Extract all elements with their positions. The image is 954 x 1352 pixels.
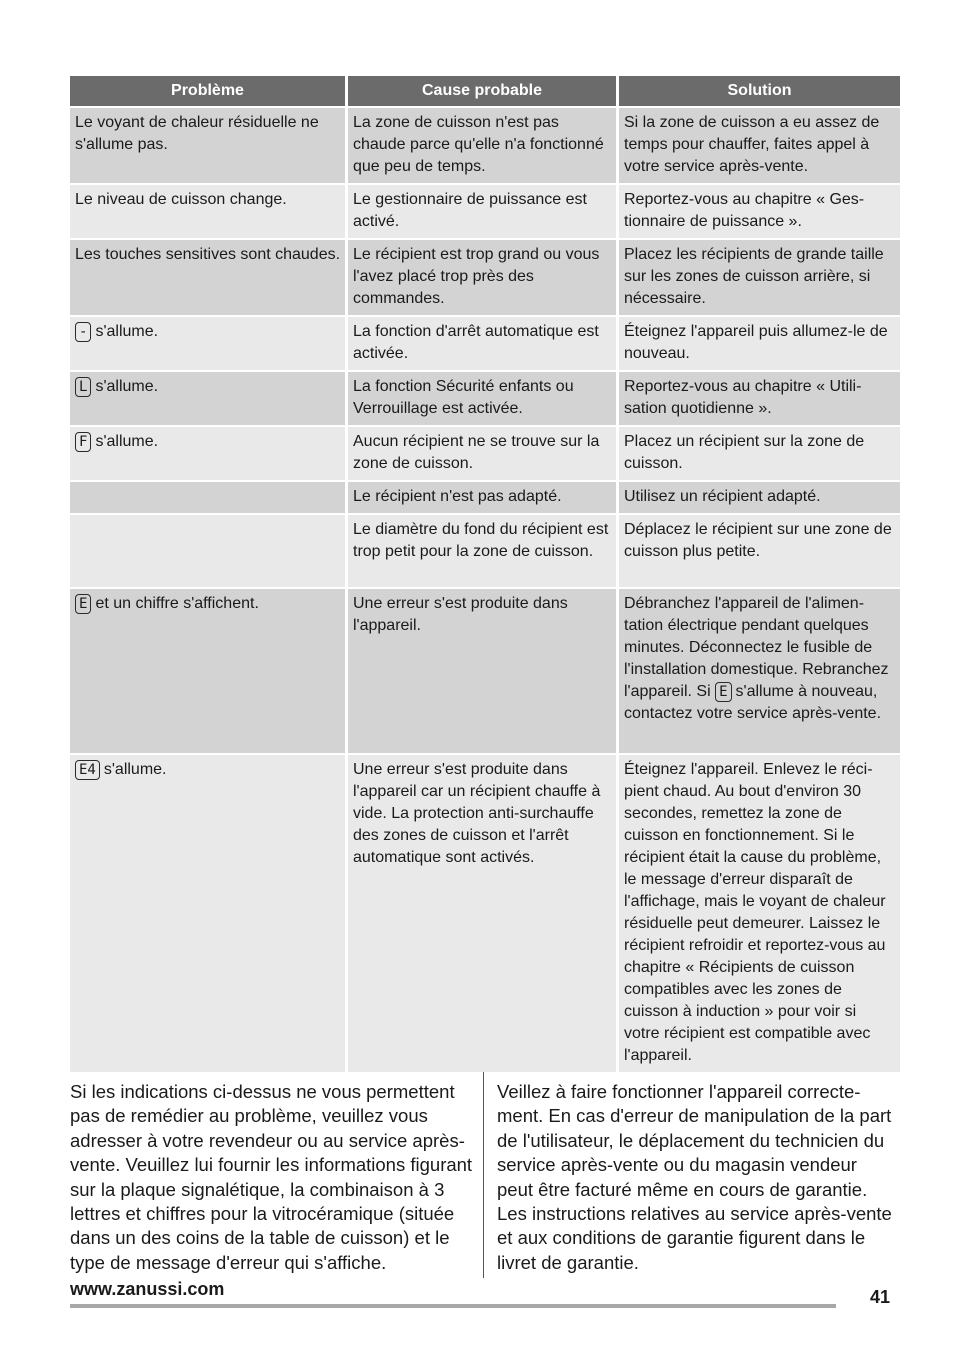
- display-symbol: L: [75, 377, 91, 397]
- problem-cell: Le niveau de cuisson change.: [70, 185, 345, 240]
- solution-cell: Si la zone de cuisson a eu assez de temps pour chauffer, faites appel à votre service après-vente.: [619, 108, 900, 185]
- display-symbol: -: [75, 322, 91, 342]
- solution-cell: Reportez-vous au chapitre « Utilisation quotidienne ».: [619, 372, 900, 427]
- solution-text: s'allume à nouveau, contactez votre service après-vente.: [624, 683, 882, 722]
- cause-cell: Le diamètre du fond du récipient est trop petit pour la zone de cuisson.: [348, 515, 616, 589]
- solution-cell: Reportez-vous au chapitre « Gestionnaire de puissance ».: [619, 185, 900, 240]
- column-divider: [483, 1072, 484, 1278]
- header-cause: Cause probable: [348, 76, 616, 108]
- footer-paragraph-right: Veillez à faire fonctionner l'appareil correctement. En cas d'erreur de manipulation de la part de l'utilisateur, le déplacement du technicien du service après-vente ou du magasin vendeur peut être facturé même en cours de garantie. Les instructions relatives au service après-vente et aux conditions de garantie figurent dans le livret de garantie.: [497, 1081, 892, 1273]
- problem-text: et un chiffre s'affichent.: [95, 595, 259, 612]
- table-row: [70, 755, 900, 1074]
- display-symbol: F: [75, 432, 91, 452]
- table-row: [70, 185, 900, 240]
- problem-text: s'allume.: [95, 378, 159, 395]
- solution-text: Débranchez l'appareil de l'alimentation électrique pendant quelques minutes. Déconnectez le fusible de l'installation domestique. Rebranchez l'appareil. Si: [624, 595, 889, 700]
- problem-cell: Le voyant de chaleur résiduelle ne s'allume pas.: [70, 108, 345, 185]
- table-row: [70, 317, 900, 372]
- problem-cell: [70, 589, 345, 755]
- table-row: [70, 589, 900, 755]
- table-row: [70, 240, 900, 317]
- cause-cell: Le gestionnaire de puissance est activé.: [348, 185, 616, 240]
- display-symbol: E: [75, 594, 91, 614]
- cause-cell: La fonction d'arrêt automatique est activée.: [348, 317, 616, 372]
- problem-text: s'allume.: [95, 323, 159, 340]
- cause-cell: Une erreur s'est produite dans l'appareil car un récipient chauffe à vide. La protection anti-surchauffe des zones de cuisson et l'arrêt automatique sont activés.: [348, 755, 616, 1074]
- problem-cell: [70, 482, 345, 515]
- solution-cell: Utilisez un récipient adapté.: [619, 482, 900, 515]
- table-header-row: [70, 76, 900, 108]
- problem-cell: [70, 372, 345, 427]
- footer-rule: [70, 1304, 836, 1308]
- table-row: [70, 482, 900, 515]
- header-solution: Solution: [619, 76, 900, 108]
- solution-cell: Éteignez l'appareil. Enlevez le récipient chaud. Au bout d'environ 30 secondes, remettez la zone de cuisson en fonctionnement. Si le récipient était la cause du problème, le message d'erreur disparaît de l'affichage, mais le voyant de chaleur résiduelle peut demeurer. Laissez le récipient refroidir et reportez-vous au chapitre « Récipients de cuisson compatibles avec les zones de cuisson à induction » pour voir si votre récipient est compatible avec l'appareil.: [619, 755, 900, 1074]
- cause-cell: Aucun récipient ne se trouve sur la zone de cuisson.: [348, 427, 616, 482]
- cause-cell: La fonction Sécurité enfants ou Verrouillage est activée.: [348, 372, 616, 427]
- troubleshooting-table: [67, 76, 903, 1074]
- problem-text: s'allume.: [95, 433, 159, 450]
- problem-cell: [70, 515, 345, 589]
- cause-cell: Le récipient est trop grand ou vous l'avez placé trop près des commandes.: [348, 240, 616, 317]
- table-row: [70, 427, 900, 482]
- solution-cell: Déplacez le récipient sur une zone de cuisson plus petite.: [619, 515, 900, 589]
- website-link[interactable]: www.zanussi.com: [70, 1279, 225, 1299]
- cause-cell: Le récipient n'est pas adapté.: [348, 482, 616, 515]
- header-problem: Problème: [70, 76, 345, 108]
- solution-cell: [619, 589, 900, 755]
- display-symbol: E: [715, 682, 731, 702]
- problem-text: s'allume.: [103, 761, 167, 778]
- table-row: [70, 515, 900, 589]
- solution-cell: Placez un récipient sur la zone de cuisson.: [619, 427, 900, 482]
- problem-cell: [70, 427, 345, 482]
- cause-cell: La zone de cuisson n'est pas chaude parce qu'elle n'a fonctionné que peu de temps.: [348, 108, 616, 185]
- solution-cell: Placez les récipients de grande taille sur les zones de cuisson arrière, si nécessaire.: [619, 240, 900, 317]
- page-number: 41: [870, 1287, 891, 1307]
- display-symbol: E4: [75, 760, 100, 780]
- table-row: [70, 108, 900, 185]
- table-row: [70, 372, 900, 427]
- problem-cell: [70, 317, 345, 372]
- cause-cell: Une erreur s'est produite dans l'appareil.: [348, 589, 616, 755]
- solution-cell: Éteignez l'appareil puis allumez-le de nouveau.: [619, 317, 900, 372]
- problem-cell: Les touches sensitives sont chaudes.: [70, 240, 345, 317]
- footer-paragraph-left: Si les indications ci-dessus ne vous permettent pas de remédier au problème, veuillez vous adresser à votre revendeur ou au service après-vente. Veuillez lui fournir les informations figurant sur la plaque signalétique, la combinaison à 3 lettres et chiffres pour la vitrocéramique (située dans un des coins de la table de cuisson) et le type de message d'erreur qui s'affiche.: [70, 1081, 473, 1273]
- problem-cell: [70, 755, 345, 1074]
